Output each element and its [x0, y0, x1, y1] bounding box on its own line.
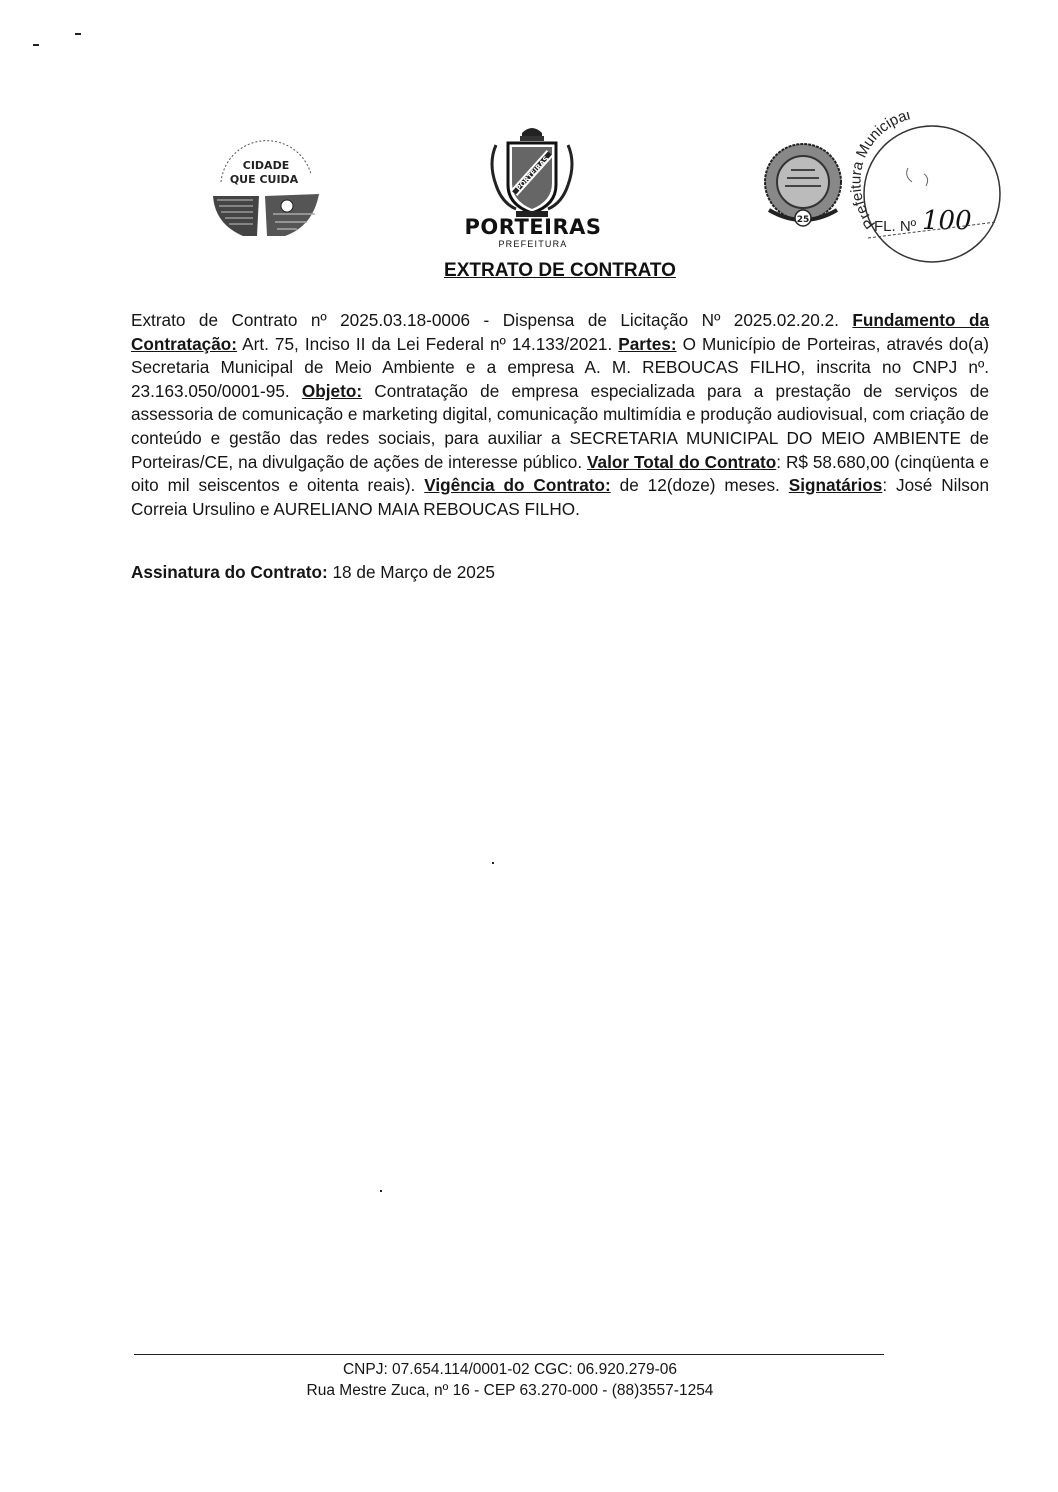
brand-name: PORTEIRAS — [464, 215, 602, 239]
assinatura-label: Assinatura do Contrato: — [131, 562, 328, 582]
svg-text:Prefeitura Municipal — [847, 112, 911, 232]
footer-cnpj: CNPJ: 07.654.114/0001-02 CGC: 06.920.279-06 — [342, 1361, 678, 1378]
document-title: EXTRATO DE CONTRATO — [444, 260, 676, 281]
brand-block — [445, 215, 621, 249]
valor-label: Valor Total do Contrato — [587, 451, 777, 472]
stamp-folio-value: 100 — [922, 206, 972, 236]
fundamento-label: Fundamento da Contratação: — [131, 310, 989, 354]
contract-extract-paragraph — [131, 309, 989, 521]
scan-speck — [380, 1190, 382, 1192]
svg-text:PORTEIRAS: PORTEIRAS — [514, 154, 551, 193]
signatarios-label: Signatários — [788, 475, 883, 496]
municipal-seal-icon — [757, 138, 849, 230]
scan-speck — [492, 862, 494, 864]
intro-text: Extrato de Contrato nº 2025.03.18-0006 - Dispensa de Licitação Nº 2025.02.20.2. — [131, 310, 853, 330]
porteiras-coat-of-arms-icon — [486, 123, 578, 219]
assinatura-value: 18 de Março de 2025 — [327, 562, 495, 582]
footer-address: Rua Mestre Zuca, nº 16 - CEP 63.270-000 - (88)3557-1254 — [306, 1382, 714, 1399]
footer-divider — [134, 1354, 884, 1355]
svg-text:25: 25 — [796, 215, 810, 225]
partes-text: O Município de Porteiras, através do(a) Secretaria Municipal de Meio Ambiente e a empresa A. M. REBOUCAS FILHO, inscrita no CNPJ nº. 23.163.050/0001-95. — [131, 333, 990, 401]
valor-text: : R$ 58.680,00 (cinqüenta e oito mil seiscentos e oitenta reais). — [131, 451, 990, 496]
stamp-folio-label: FL. Nº — [874, 218, 917, 235]
objeto-label: Objeto: — [301, 380, 363, 401]
vigencia-label: Vigência do Contrato: — [424, 475, 611, 496]
partes-label: Partes: — [618, 333, 677, 354]
brand-subtitle: PREFEITURA — [498, 239, 568, 249]
scan-speck — [75, 33, 81, 35]
cidade-que-cuida-logo — [207, 134, 325, 240]
signature-date-line — [131, 560, 831, 584]
svg-text:QUE CUIDA: QUE CUIDA — [229, 173, 299, 186]
svg-text:CIDADE: CIDADE — [242, 159, 290, 172]
footer — [200, 1359, 820, 1401]
prefeitura-municipal-stamp — [846, 112, 1006, 267]
signatarios-text: : José Nilson Correia Ursulino e AURELIANO MAIA REBOUCAS FILHO. — [131, 475, 989, 519]
stamp-text: Prefeitura Municipal — [847, 112, 912, 232]
objeto-text: Contratação de empresa especializada para a prestação de serviços de assessoria de comunicação e marketing digital, comunicação multimídia e produção audiovisual, com criação de conteúdo e gestão das redes sociais, para auxiliar a SECRETARIA MUNICIPAL DO MEIO AMBIENTE de Porteiras/CE, na divulgação de ações de interesse público. — [131, 380, 989, 472]
scan-speck — [33, 44, 39, 46]
vigencia-text: de 12(doze) meses. — [610, 475, 789, 496]
fundamento-text: Art. 75, Inciso II da Lei Federal nº 14.133/2021. — [237, 333, 619, 354]
